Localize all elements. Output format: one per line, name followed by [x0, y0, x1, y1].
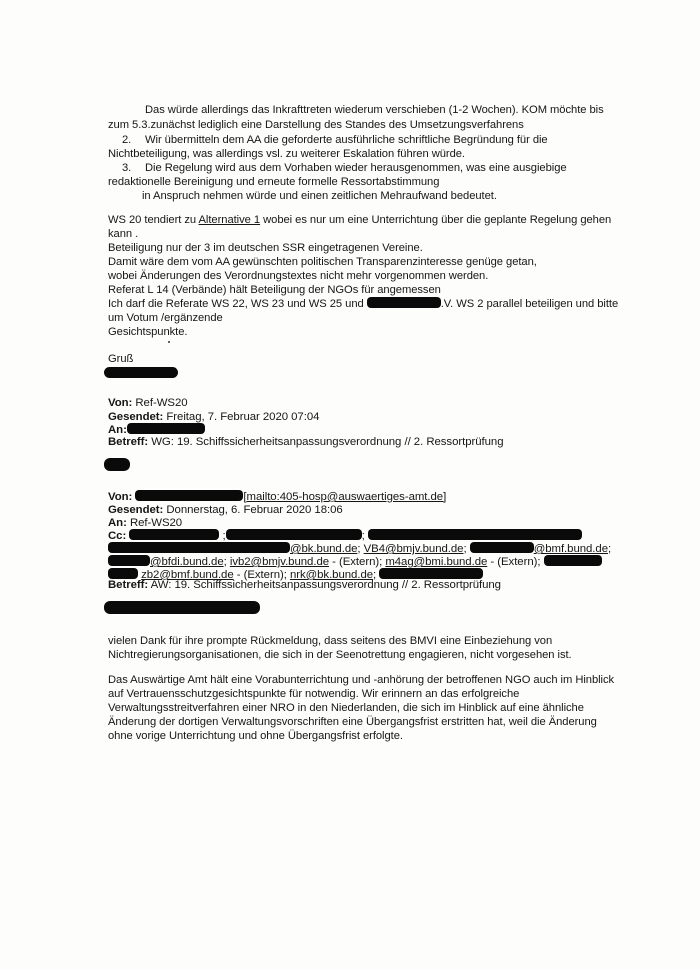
- text-line: Änderung der dortigen Verwaltungsvorschriften eine Übergangsfrist erstritten hat, weil die Änderung: [108, 716, 597, 728]
- text-line: [108, 213, 611, 227]
- sent-label: Gesendet:: [108, 411, 164, 423]
- text-segment: wobei es nur um eine Unterrichtung über die geplante Regelung gehen: [260, 214, 612, 226]
- sent-value: Freitag, 7. Februar 2020 07:04: [163, 411, 320, 423]
- text-line: Damit wäre dem vom AA gewünschten politischen Transparenzinteresse genüge getan,: [108, 256, 537, 268]
- email-address: VB4@bmjv.bund.de: [363, 543, 464, 555]
- email2-from: [108, 490, 446, 504]
- redaction-bar: [544, 555, 602, 566]
- redacted-salutation: [104, 458, 130, 471]
- text-segment: .V. WS 2 parallel beteiligen und bitte: [440, 298, 619, 310]
- text-line: Nichtbeteiligung, was allerdings vsl. zu weiterer Eskalation führen würde.: [108, 148, 465, 160]
- to-value: Ref-WS20: [126, 517, 183, 529]
- redaction-bar: [108, 555, 150, 566]
- scan-speck: [168, 341, 170, 343]
- redaction-bar: [367, 297, 441, 308]
- text-line: wobei Änderungen des Verordnungstextes nicht mehr vorgenommen werden.: [108, 270, 489, 282]
- greeting: Gruß: [108, 353, 134, 365]
- text-line: Beteiligung nur der 3 im deutschen SSR eingetragenen Vereine.: [108, 242, 423, 254]
- subject-value: AW: 19. Schiffssicherheitsanpassungsverordnung // 2. Ressortprüfung: [148, 579, 501, 591]
- redacted-signature: [104, 367, 178, 378]
- redacted-salutation: [104, 601, 260, 614]
- redaction-bar: [368, 529, 582, 540]
- to-label: An:: [108, 424, 127, 436]
- text-line: zum 5.3.zunächst lediglich eine Darstellung des Standes des Umsetzungsverfahrens: [108, 119, 524, 131]
- cc-sep: ;: [219, 530, 226, 542]
- cc-sep: ;: [357, 543, 364, 555]
- text-line: Die Regelung wird aus dem Vorhaben wieder herausgenommen, was eine ausgiebige: [145, 162, 567, 174]
- mailto-link: [mailto:405-hosp@auswaertiges-amt.de]: [243, 491, 447, 503]
- text-line: [108, 297, 618, 311]
- text-line: in Anspruch nehmen würde und einen zeitlichen Mehraufwand bedeutet.: [142, 190, 497, 202]
- redaction-bar: [135, 490, 243, 501]
- text-line: Verwaltungsstreitverfahren einer NRO in den Niederlanden, die sich im Hinblick auf eine ähnliche: [108, 702, 584, 714]
- text-line: auf Vertrauensschutzgesichtspunkte für notwendig. Wir erinnern an das erfolgreiche: [108, 688, 520, 700]
- email-address: m4ag@bmi.bund.de: [385, 556, 488, 568]
- email-address: zb2@bmf.bund.de: [141, 569, 234, 581]
- redaction-bar: [470, 542, 534, 553]
- cc-extern: - (Extern);: [329, 556, 386, 568]
- cc-label: Cc:: [108, 530, 127, 542]
- text-line: redaktionelle Bereinigung und erneute formelle Ressortabstimmung: [108, 176, 440, 188]
- email1-sent: [108, 410, 319, 424]
- cc-sep: ;: [223, 556, 230, 568]
- list-number: 2.: [122, 134, 132, 146]
- email-address: @bmf.bund.de: [533, 543, 608, 555]
- email2-cc-line1: [108, 529, 582, 543]
- sent-value: Donnerstag, 6. Februar 2020 18:06: [163, 504, 343, 516]
- email2-sent: [108, 503, 343, 517]
- email2-to: [108, 516, 182, 530]
- to-label: An:: [108, 517, 127, 529]
- subject-label: Betreff:: [108, 579, 149, 591]
- redaction-bar: [226, 529, 362, 540]
- text-segment: Ich darf die Referate WS 22, WS 23 und WS 25 und: [108, 298, 367, 310]
- email-address: nrk@bk.bund.de: [289, 569, 374, 581]
- text-line: ohne vorige Unterrichtung und ohne Übergangsfrist erfolgte.: [108, 730, 403, 742]
- redaction-bar: [108, 542, 290, 553]
- text-line: vielen Dank für ihre prompte Rückmeldung, dass seitens des BMVI eine Einbeziehung von: [108, 635, 553, 647]
- email-address: @bk.bund.de: [290, 543, 358, 555]
- text-line: Referat L 14 (Verbände) hält Beteiligung der NGOs für angemessen: [108, 284, 441, 296]
- email1-from: [108, 396, 188, 410]
- sent-label: Gesendet:: [108, 504, 164, 516]
- text-segment: WS 20 tendiert zu: [108, 214, 199, 226]
- subject-value: WG: 19. Schiffssicherheitsanpassungsverordnung // 2. Ressortprüfung: [148, 436, 504, 448]
- email2-cc-line3: [108, 555, 602, 569]
- cc-extern: - (Extern);: [487, 556, 541, 568]
- from-value: Ref-WS20: [132, 397, 188, 409]
- cc-sep: ;: [463, 543, 470, 555]
- cc-extern: - (Extern);: [233, 569, 290, 581]
- email-address: ivb2@bmjv.bund.de: [229, 556, 330, 568]
- list-number: 3.: [122, 162, 132, 174]
- email2-subject: [108, 578, 501, 592]
- redaction-bar: [129, 529, 219, 540]
- email2-cc-line2: @bk.bund.de; VB4@bmjv.bund.de; @bmf.bund.de;: [108, 542, 611, 556]
- from-label: Von:: [108, 397, 133, 409]
- from-label: Von:: [108, 491, 133, 503]
- text-line: Das würde allerdings das Inkrafttreten wiederum verschieben (1-2 Wochen). KOM möchte bis: [145, 104, 604, 116]
- email-address: @bfdi.bund.de: [150, 556, 224, 568]
- subject-label: Betreff:: [108, 436, 149, 448]
- text-line: kann .: [108, 228, 139, 240]
- text-line: Gesichtspunkte.: [108, 326, 188, 338]
- redaction-bar: [127, 423, 205, 434]
- cc-sep: ;: [361, 530, 365, 542]
- email1-subject: [108, 435, 504, 449]
- cc-sep: ;: [373, 569, 380, 581]
- text-line: Das Auswärtige Amt hält eine Vorabunterrichtung und -anhörung der betroffenen NGO auch im Hinblick: [108, 674, 615, 686]
- text-line: Wir übermitteln dem AA die geforderte ausführliche schriftliche Begründung für die: [145, 134, 548, 146]
- text-line: um Votum /ergänzende: [108, 312, 223, 324]
- text-line: Nichtregierungsorganisationen, die sich in der Seenotrettung engagieren, nicht vorgesehen ist.: [108, 649, 572, 661]
- alternative-link: Alternative 1: [198, 214, 261, 226]
